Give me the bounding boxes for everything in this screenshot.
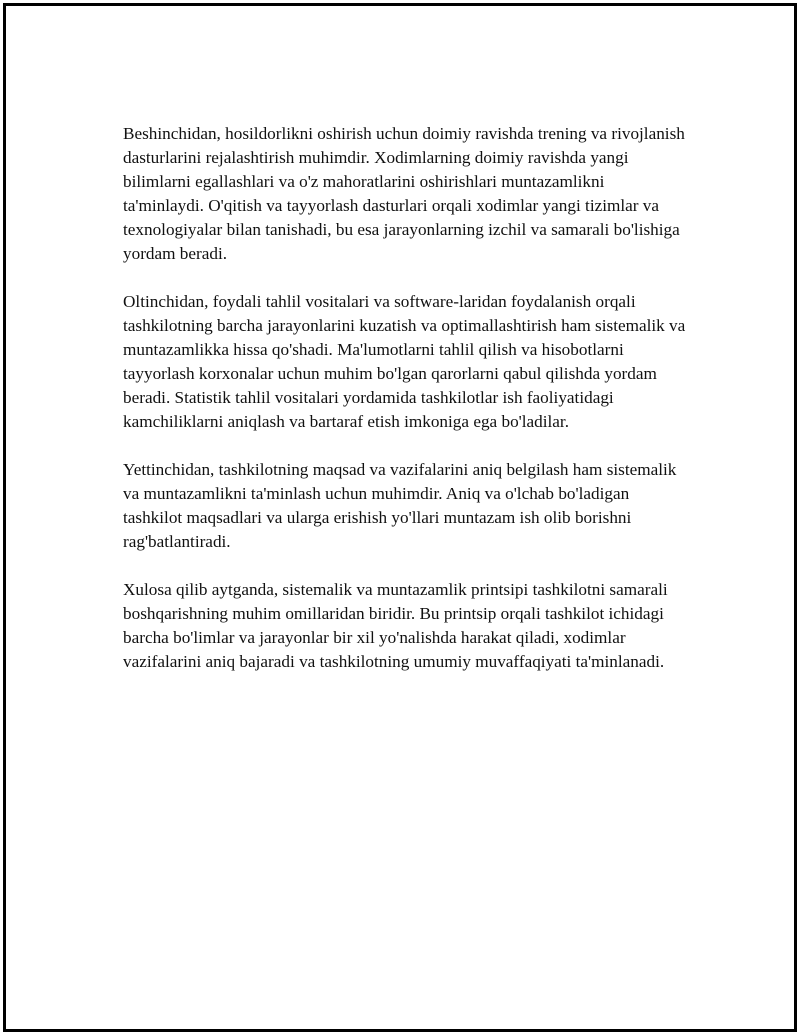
page-frame: [3, 3, 797, 1032]
paragraph-conclusion: Xulosa qilib aytganda, sistemalik va muntazamlik printsipi tashkilotni samarali boshqarishning muhim omillaridan biridir. Bu printsip orqali tashkilot ichidagi barcha bo'limlar va jarayonlar bir xil yo'nalishda harakat qiladi, xodimlar vazifalarini aniq bajaradi va tashkilotning umumiy muvaffaqiyati ta'minlanadi.: [123, 580, 668, 671]
document-body: [123, 122, 689, 698]
paragraph-sixth: Oltinchidan, foydali tahlil vositalari va software-laridan foydalanish orqali tashkilotning barcha jarayonlarini kuzatish va optimallashtirish ham sistemalik va muntazamlikka hissa qo'shadi. Ma'lumotlarni tahlil qilish va hisobotlarni tayyorlash korxonalar uchun muhim bo'lgan qarorlarni qabul qilishda yordam beradi. Statistik tahlil vositalari yordamida tashkilotlar ish faoliyatidagi kamchiliklarni aniqlash va bartaraf etish imkoniga ega bo'ladilar.: [123, 292, 686, 431]
paragraph-seventh: Yettinchidan, tashkilotning maqsad va vazifalarini aniq belgilash ham sistemalik va muntazamlikni ta'minlash uchun muhimdir. Aniq va o'lchab bo'ladigan tashkilot maqsadlari va ularga erishish yo'llari muntazam ish olib borishni rag'batlantiradi.: [123, 460, 677, 551]
paragraph-fifth: Beshinchidan, hosildorlikni oshirish uchun doimiy ravishda trening va rivojlanish dasturlarini rejalashtirish muhimdir. Xodimlarning doimiy ravishda yangi bilimlarni egallashlari va o'z mahoratlarini oshirishlari muntazamlikni ta'minlaydi. O'qitish va tayyorlash dasturlari orqali xodimlar yangi tizimlar va texnologiyalar bilan tanishadi, bu esa jarayonlarning izchil va samarali bo'lishiga yordam beradi.: [123, 124, 685, 263]
